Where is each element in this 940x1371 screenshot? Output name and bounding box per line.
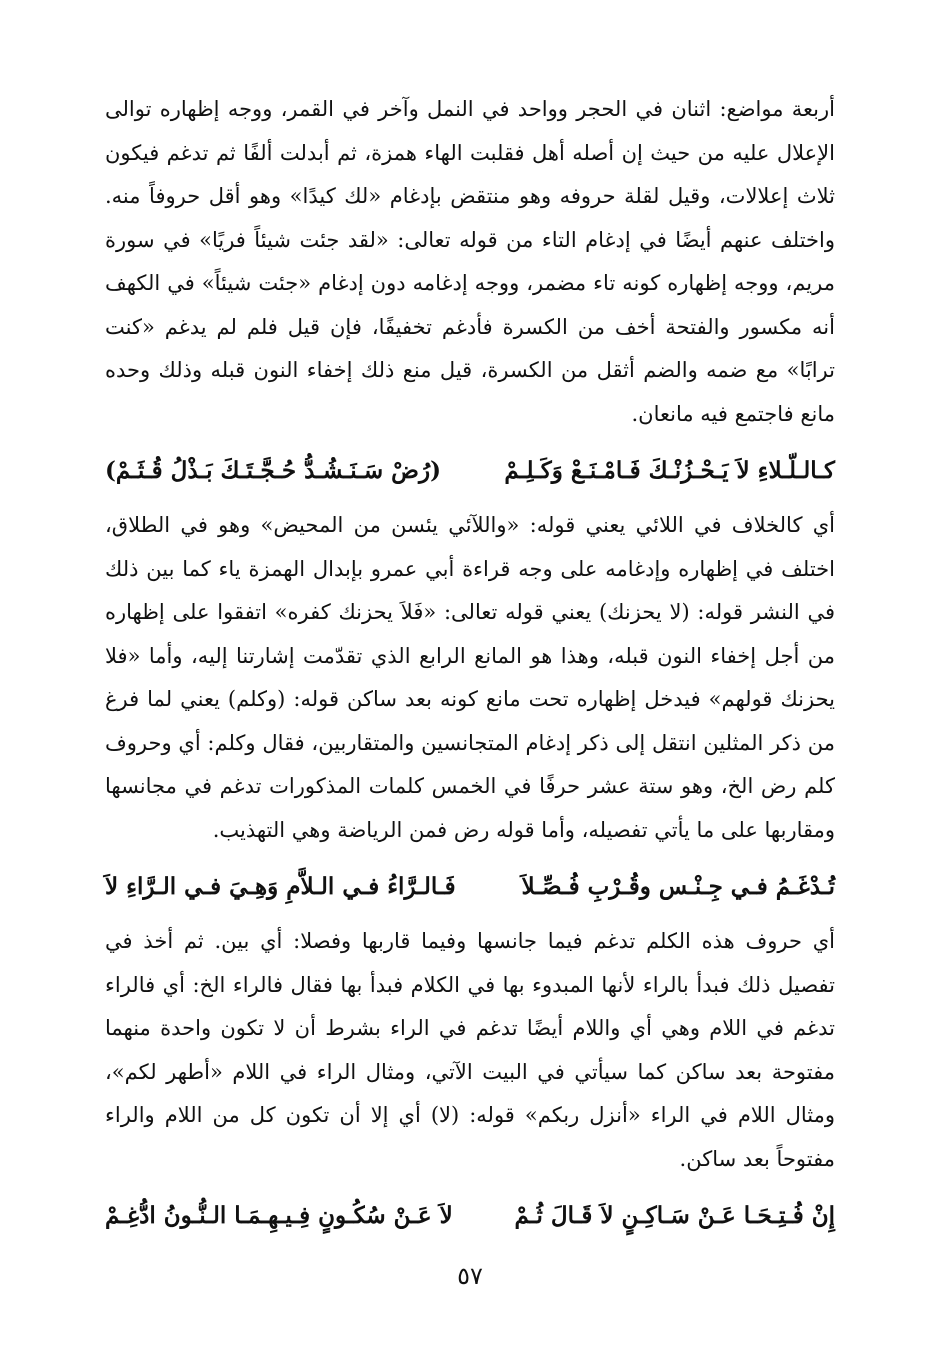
page-number: ٥٧	[457, 1262, 483, 1290]
verse-right-hemistich: تُـدْغَـمُ فـي جِـنْـس وقُـرْبِ فُـصِّـلاَ	[521, 872, 835, 900]
paragraph-text: أي حروف هذه الكلم تدغم فيما جانسها وفيما قاربها وفصلا: أي بين. ثم أخذ في تفصيل ذلك فبدأ بالراء لأنها المبدوء بها في الكلام فبدأ بها فقال فالراء الخ: أي فالراء تدغم في اللام وهي أي واللام أيضًا تدغم في الراء بشرط أن لا تكون واحدة منهما مفتوحة بعد ساكن كما سيأتي في البيت الآتي، ومثال الراء في اللام «أطهر لكم»، ومثال اللام في الراء «أنزل ربكم» قوله: (لا) أي إلا أن تكون كل من اللام والراء مفتوحاً بعد ساكن.	[105, 929, 835, 1171]
paragraph-text: أي كالخلاف في اللائي يعني قوله: «واللآئي يئسن من المحيض» وهو في الطلاق، اختلف في إظهاره وإدغامه على وجه قراءة أبي عمرو بإبدال الهمزة ياء كما بين ذلك في النشر قوله: (لا يحزنك) يعني قوله تعالى: «فَلاَ يحزنك كفره» اتفقوا على إظهاره من أجل إخفاء النون قبله، وهذا هو المانع الرابع الذي تقدّمت إشارتنا إليه، وأما «فلا يحزنك قولهم» فيدخل إظهاره تحت مانع كونه بعد ساكن قوله: (وكلم) يعني لما فرغ من ذكر المثلين انتقل إلى ذكر إدغام المتجانسين والمتقاربين، فقال وكلم: أي وحروف كلم رض الخ، وهو ستة عشر حرفًا في الخمس كلمات المذكورات تدغم في مجانسها ومقاربها على ما يأتي تفصيله، وأما قوله رض فمن الرياضة وهي التهذيب.	[105, 513, 835, 842]
paragraph-1	[105, 88, 835, 436]
verse-left-hemistich: لاَ عَـنْ سُكُـونٍ فِـيـهِـمَـا الـنُّـونُ ادُّغِـمْ	[105, 1201, 453, 1229]
verse-left-hemistich: فَـالـرَّاءُ فـي الـلاَّمِ وَهِـيَ فـي الـرَّاءِ لاَ	[105, 872, 456, 900]
paragraph-text: أربعة مواضع: اثنان في الحجر وواحد في النمل وآخر في القمر، ووجه إظهاره توالى الإعلال عليه من حيث إن أصله أهل فقلبت الهاء همزة، ثم أبدلت ألفًا ثم تدغم فيكون ثلاث إعلالات، وقيل لقلة حروفه وهو منتقض بإدغام «لك كيدًا» وهو أقل حروفاً منه. واختلف عنهم أيضًا في إدغام التاء من قوله تعالى: «لقد جئت شيئاً فريًا» في سورة مريم، ووجه إظهاره كونه تاء مضمر، ووجه إدغامه دون إدغام «جئت شيئاً» في الكهف أنه مكسور والفتحة أخف من الكسرة فأدغم تخفيفًا، فإن قيل فلم لم يدغم «كنت ترابًا» مع ضمه والضم أثقل من الكسرة، قيل منع ذلك إخفاء النون قبله وذلك وحده مانع فاجتمع فيه مانعان.	[105, 97, 835, 426]
verse-line-3	[105, 1187, 835, 1243]
paragraph-3	[105, 920, 835, 1181]
verse-right-hemistich: إِنْ فُـتِـحَـا عَـنْ سَـاكِـنٍ لاَ قَـالَ ثُـمْ	[514, 1201, 835, 1229]
verse-right-hemistich: كـالـلّـلاءِ لاَ يَـحْـزُنْـكَ فَـامْـنَـعْ وَكَـلِـمْ	[504, 456, 835, 484]
verse-line-1	[105, 442, 835, 498]
verse-line-2	[105, 858, 835, 914]
paragraph-2	[105, 504, 835, 852]
verse-left-hemistich: (رُضْ سَـنَـشُـدُّ حُـجَّـتَـكَ بَـذْلُ قُـثَـمْ)	[105, 456, 441, 484]
